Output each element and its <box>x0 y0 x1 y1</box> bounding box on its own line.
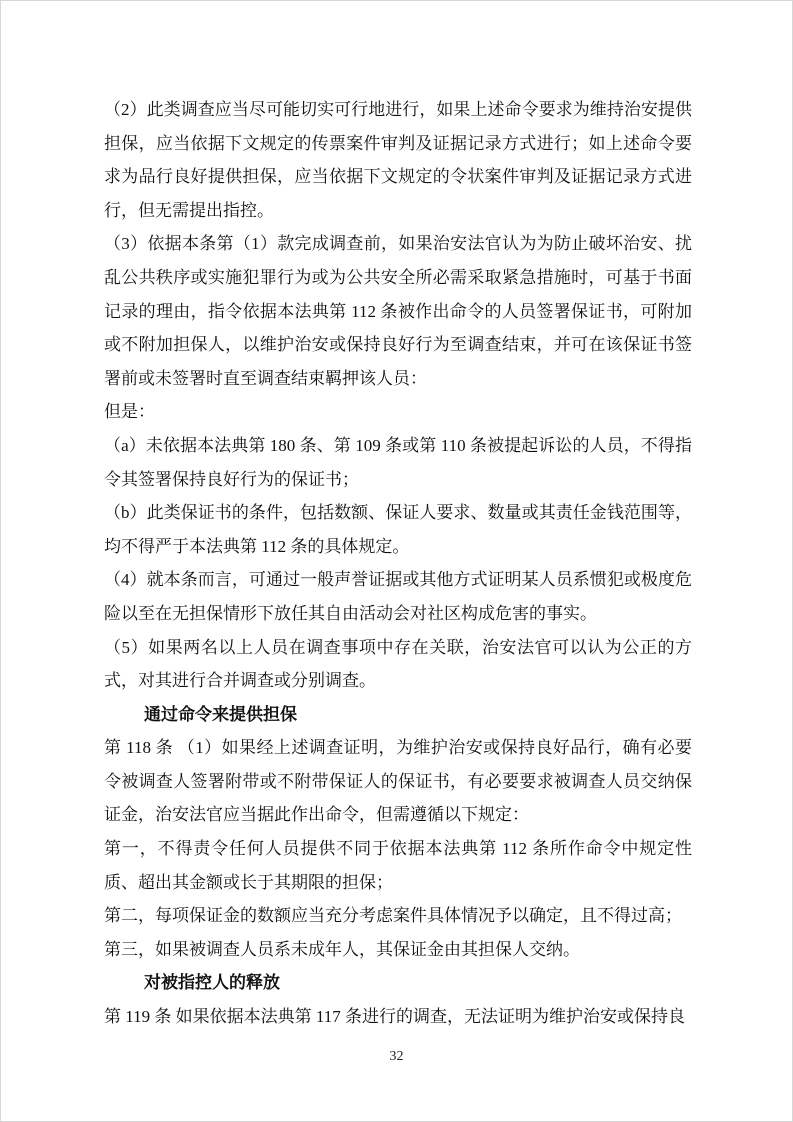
paragraph: （3）依据本条第（1）款完成调查前，如果治安法官认为为防止破坏治安、扰乱公共秩序或实施犯罪行为或为公共安全所必需采取紧急措施时，可基于书面记录的理由，指令依据本法典第 112 条被作出命令的人员签署保证书，可附加或不附加担保人，以维护治安或保持良好行为至调查结束，并可在该保证书签署前或未签署时直至调查结束羁押该人员： <box>104 234 692 388</box>
text-content <box>104 93 692 1034</box>
paragraph: （4）就本条而言，可通过一般声誉证据或其他方式证明某人员系惯犯或极度危险以至在无担保情形下放任其自由活动会对社区构成危害的事实。 <box>104 570 692 623</box>
paragraph: 但是： <box>104 402 155 422</box>
paragraph: 第三，如果被调查人员系未成年人，其保证金由其担保人交纳。 <box>104 939 580 959</box>
paragraph: 第 118 条 （1）如果经上述调查证明，为维护治安或保持良好品行，确有必要令被调查人签署附带或不附带保证人的保证书，有必要要求被调查人员交纳保证金，治安法官应当据此作出命令，但需遵循以下规定： <box>104 738 692 825</box>
paragraph: （a）未依据本法典第 180 条、第 109 条或第 110 条被提起诉讼的人员，不得指令其签署保持良好行为的保证书； <box>104 435 692 489</box>
section-heading: 对被指控人的释放 <box>144 973 280 993</box>
paragraph: （2）此类调查应当尽可能切实可行地进行，如果上述命令要求为维持治安提供担保，应当依据下文规定的传票案件审判及证据记录方式进行；如上述命令要求为品行良好提供担保，应当依据下文规定的令状案件审判及证据记录方式进行，但无需提出指控。 <box>104 100 692 220</box>
page-number: 32 <box>389 1049 404 1064</box>
paragraph: 第一，不得责令任何人员提供不同于依据本法典第 112 条所作命令中规定性质、超出其金额或长于其期限的担保； <box>104 839 692 892</box>
paragraph: 第二，每项保证金的数额应当充分考虑案件具体情况予以确定，且不得过高； <box>104 906 682 926</box>
section-heading: 通过命令来提供担保 <box>144 704 297 724</box>
paragraph: （5）如果两名以上人员在调查事项中存在关联，治安法官可以认为公正的方式，对其进行合并调查或分别调查。 <box>104 637 692 691</box>
paragraph: （b）此类保证书的条件，包括数额、保证人要求、数量或其责任金钱范围等，均不得严于本法典第 112 条的具体规定。 <box>104 503 692 556</box>
paragraph: 第 119 条 如果依据本法典第 117 条进行的调查，无法证明为维护治安或保持良 <box>104 1007 685 1027</box>
